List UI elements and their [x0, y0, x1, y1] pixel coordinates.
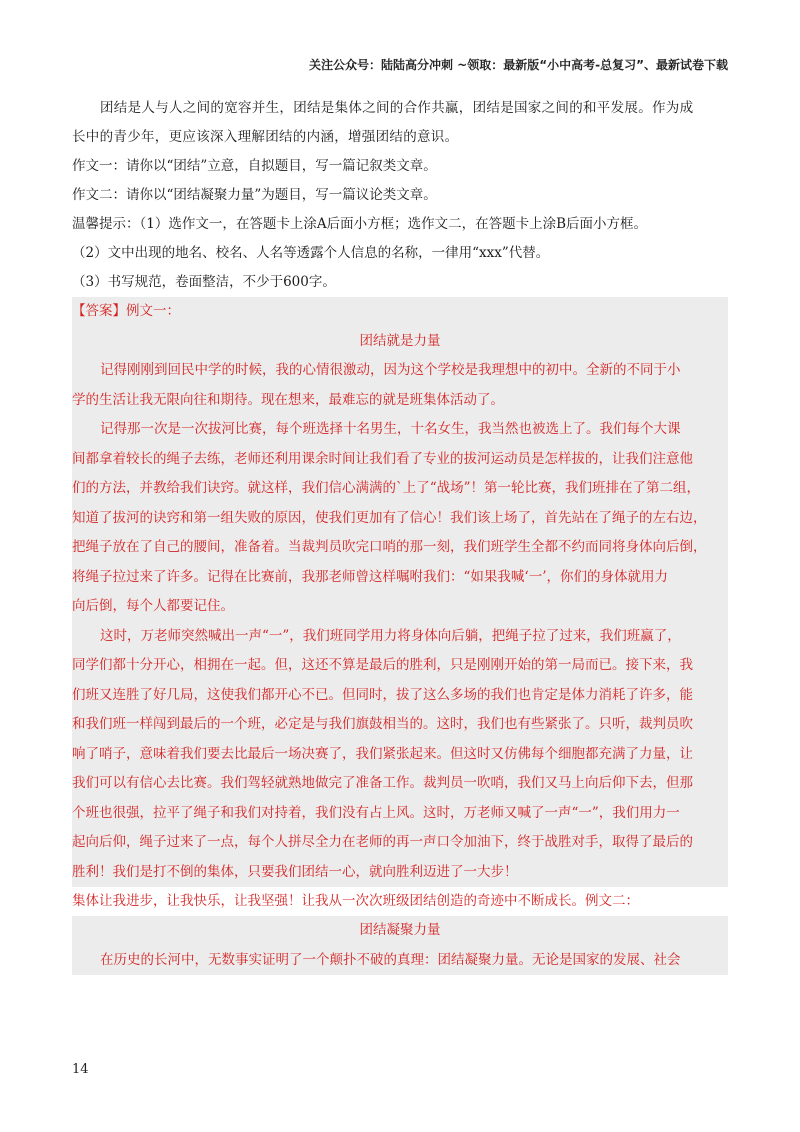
answer-tag: 【答案】 — [72, 303, 126, 319]
essay-two-title: 团结凝聚力量 — [359, 922, 441, 938]
paragraph-line: 把绳子放在了自己的腰间，准备着。当裁判员吹完口哨的那一刻，我们班学生全都不约而同将身体向后倒， — [72, 539, 707, 555]
paragraph-line: 个班也很强，拉平了绳子和我们对持着，我们没有占上风。这时，万老师又喊了一声“一”，我们用力一 — [72, 804, 680, 821]
essay-one-paragraph-3 — [72, 622, 728, 888]
essay-two-section — [72, 916, 728, 975]
paragraph-line: 学的生活让我无限向往和期待。现在想来，最难忘的就是班集体活动了。 — [72, 391, 504, 408]
example-one-label: 例文一： — [126, 303, 180, 319]
paragraph-line: 我们可以有信心去比赛。我们驾轻就熟地做完了准备工作。裁判员一吹哨，我们又马上向后仰下去，但那 — [72, 775, 693, 791]
document-body — [72, 94, 728, 975]
paragraph-line: 们班又连胜了好几局，这使我们都开心不已。但同时，拔了这么多场的我们也肯定是体力消耗了许多，能 — [72, 686, 693, 703]
answer-heading — [72, 297, 728, 327]
paragraph-line: 响了哨子，意味着我们要去比最后一场决赛了，我们紧张起来。但这时又仿佛每个细胞都充满了力量，让 — [72, 745, 693, 762]
essay-one-paragraph-1 — [72, 356, 728, 415]
tip-three: （3）书写规范，卷面整洁，不少于600字。 — [72, 274, 336, 290]
page-number: 14 — [72, 1062, 89, 1077]
paragraph-line: 间都拿着较长的绳子去练，老师还利用课余时间让我们看了专业的拔河运动员是怎样拔的，让我们注意他 — [72, 450, 693, 467]
paragraph-line: 知道了拔河的诀窍和第一组失败的原因，使我们更加有了信心！我们该上场了，首先站在了绳子的左右边， — [72, 509, 707, 526]
paragraph-line: 胜利！我们是打不倒的集体，只要我们团结一心，就向胜利迈进了一大步！ — [72, 863, 518, 880]
task-one: 作文一：请你以“团结”立意，自拟题目，写一篇记叙类文章。 — [72, 158, 437, 174]
task-two: 作文二：请你以“团结凝聚力量”为题目，写一篇议论类文章。 — [72, 187, 437, 203]
paragraph-line: 这时，万老师突然喊出一声“一”，我们班同学用力将身体向后躺，把绳子拉了过来，我们班赢了， — [100, 627, 681, 644]
essay-one-paragraph-2 — [72, 415, 728, 622]
tip-one: 温馨提示：（1）选作文一，在答题卡上涂A后面小方框；选作文二，在答题卡上涂B后面小方框。 — [72, 216, 648, 232]
tip-two: （2）文中出现的地名、校名、人名等透露个人信息的名称，一律用“xxx”代替。 — [72, 245, 550, 261]
paragraph-line: 起向后仰，绳子过来了一点，每个人拼尽全力在老师的再一声口令加油下，终于战胜对手，取得了最后的 — [72, 834, 693, 850]
answer-section — [72, 297, 728, 887]
page-header: 关注公众号：陆陆高分冲刺 ~领取：最新版“小中高考-总复习”、最新试卷下载 — [309, 58, 728, 72]
intro-line-1: 团结是人与人之间的宽容并生，团结是集体之间的合作共赢，团结是国家之间的和平发展。作为成 — [100, 100, 694, 116]
paragraph-line: 将绳子拉过来了许多。记得在比赛前，我那老师曾这样嘱咐我们：“如果我喊‘一’，你们的身体就用力 — [72, 568, 668, 585]
essay-one-title: 团结就是力量 — [359, 332, 441, 349]
essay-two-paragraph-line: 在历史的长河中，无数事实证明了一个颠扑不破的真理：团结凝聚力量。无论是国家的发展、社会 — [100, 951, 681, 968]
intro-line-2: 长中的青少年，更应该深入理解团结的内涵，增强团结的意识。 — [72, 129, 459, 145]
paragraph-line: 向后倒，每个人都要记住。 — [72, 598, 234, 614]
paragraph-line: 记得刚刚到回民中学的时候，我的心情很激动，因为这个学校是我理想中的初中。全新的不同于小 — [100, 362, 681, 378]
paragraph-line: 和我们班一样闯到最后的一个班，必定是与我们旗鼓相当的。这时，我们也有些紧张了。只听，裁判员吹 — [72, 716, 693, 732]
paragraph-line: 同学们都十分开心，相拥在一起。但，这还不算是最后的胜利，只是刚刚开始的第一局而已。接下来，我 — [72, 657, 693, 673]
paragraph-line: 们的方法，并教给我们诀窍。就这样，我们信心满满的`上了“战场”！第一轮比赛，我们班排在了第二组， — [72, 480, 701, 496]
paragraph-line: 记得那一次是一次拔河比赛，每个班选择十名男生，十名女生，我当然也被选上了。我们每个大课 — [100, 421, 681, 437]
closing-line: 集体让我进步，让我快乐，让我坚强！让我从一次次班级团结创造的奇迹中不断成长。例文二： — [72, 887, 728, 916]
